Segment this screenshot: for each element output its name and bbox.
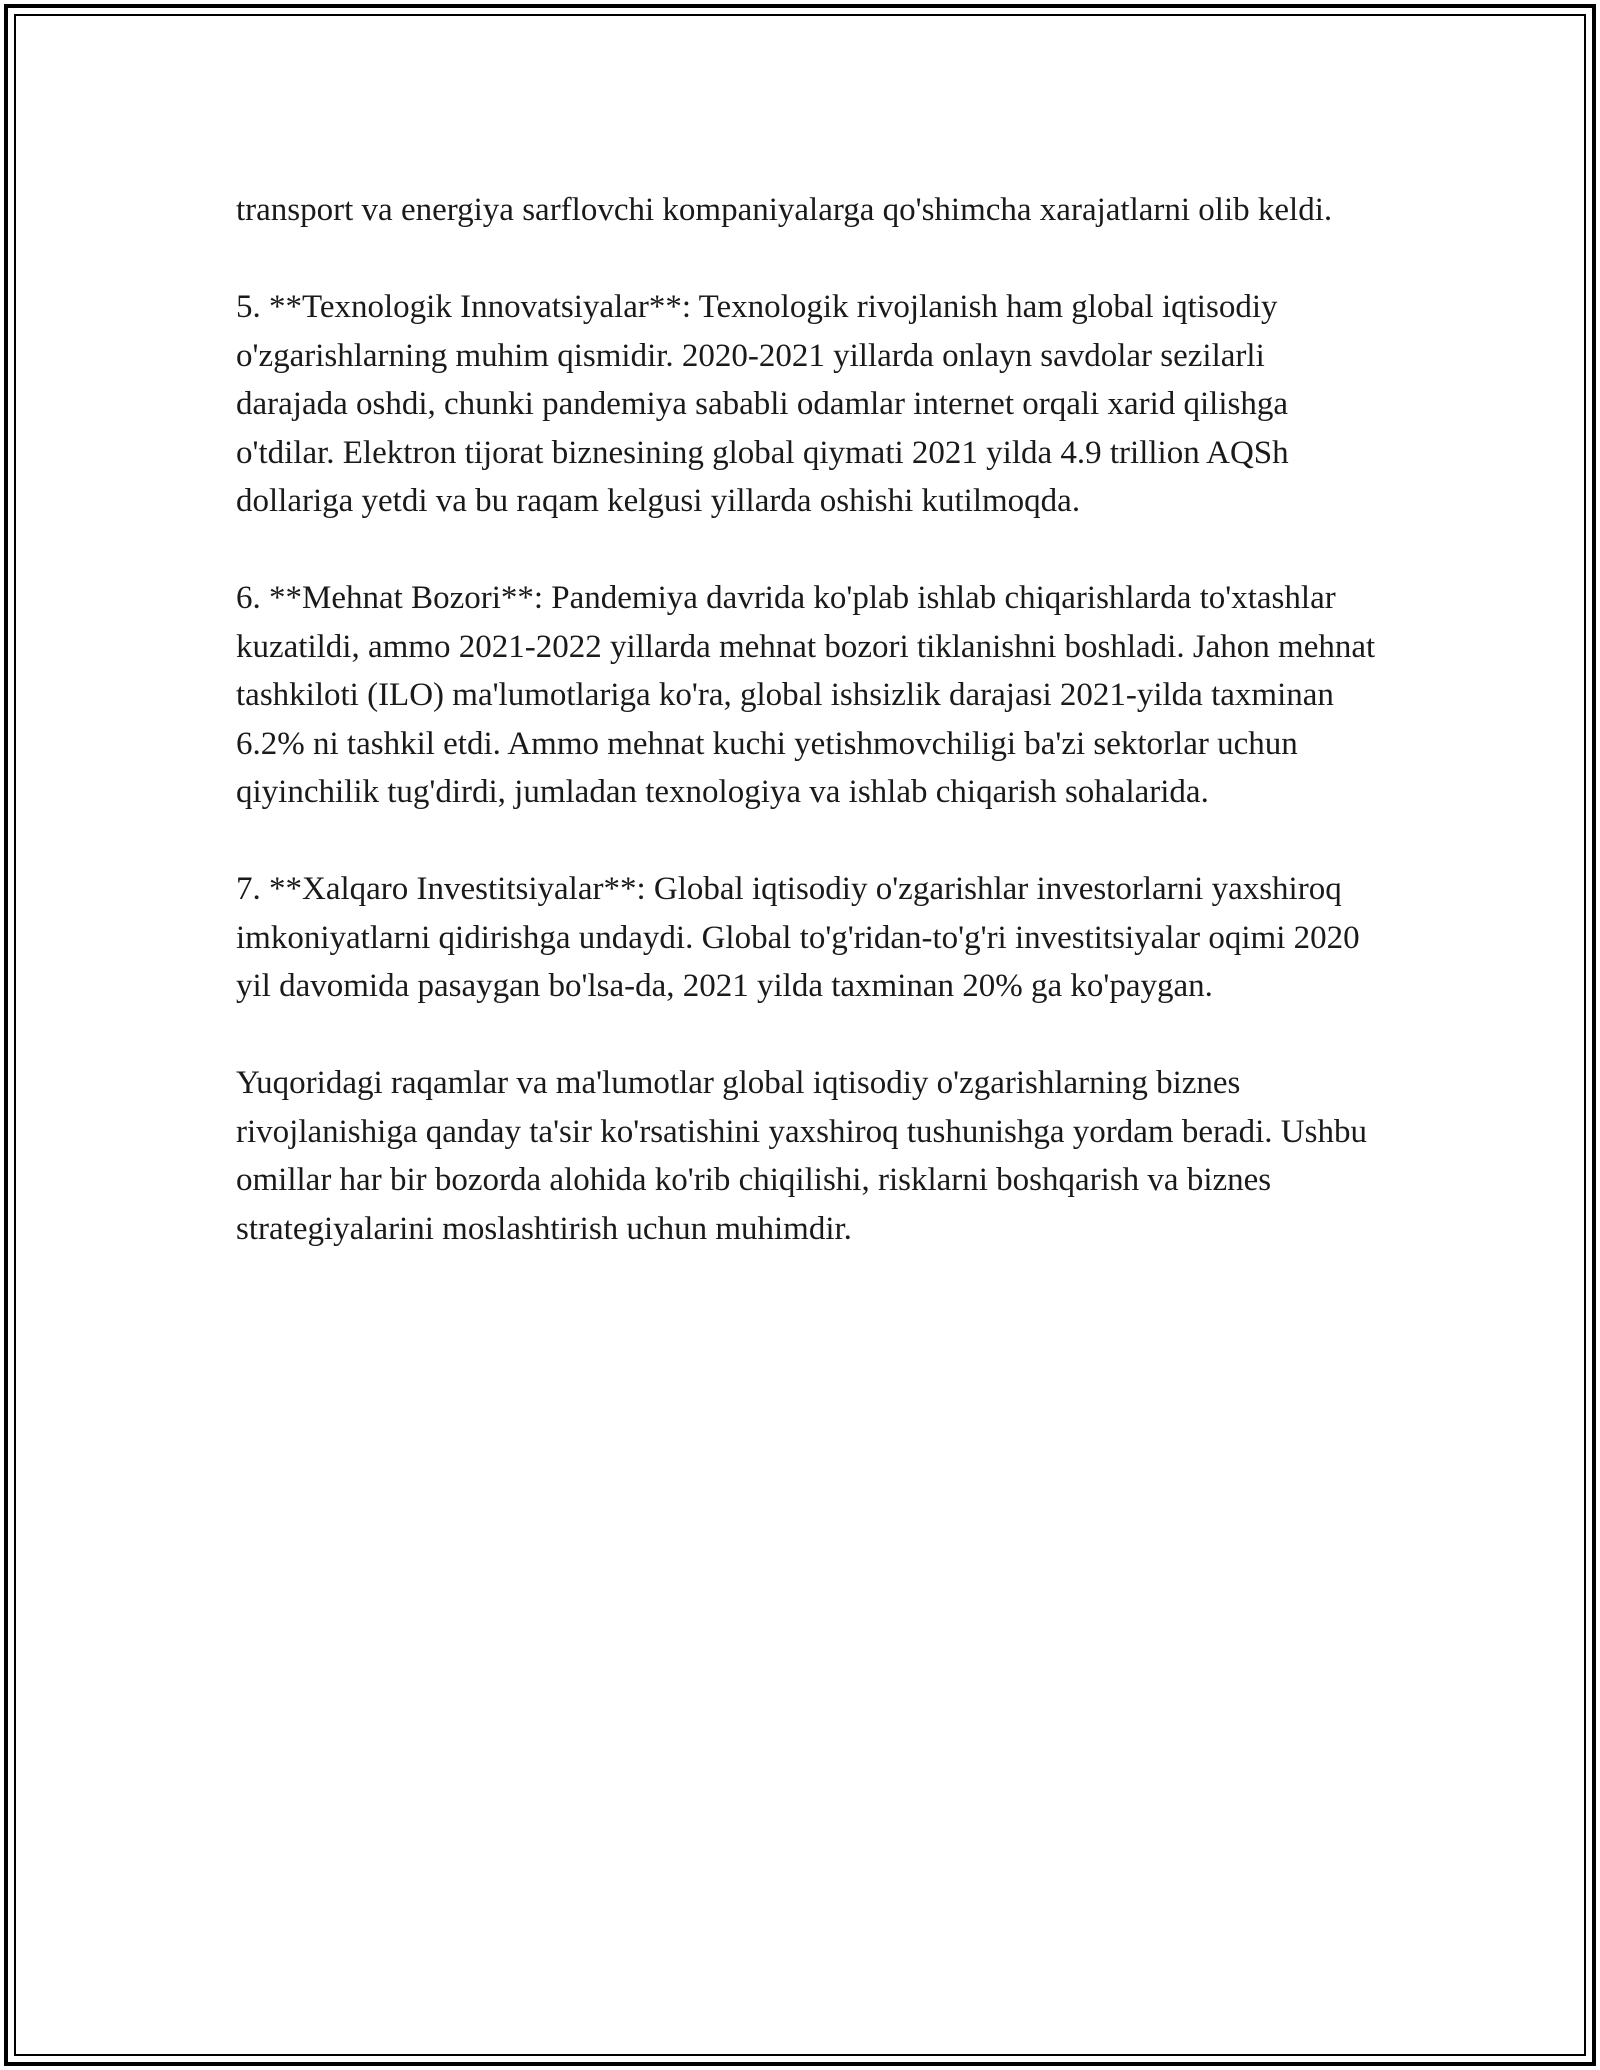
paragraph-labor-market: 6. **Mehnat Bozori**: Pandemiya davrida ko'plab ishlab chiqarishlarda to'xtashlar kuzatildi, ammo 2021-2022 yillarda mehnat bozori tiklanishni boshladi. Jahon mehnat tashkiloti (ILO) ma'lumotlariga ko'ra, global ishsizlik darajasi 2021-yilda taxminan 6.2% ni tashkil etdi. Ammo mehnat kuchi yetishmovchiligi ba'zi sektorlar uchun qiyinchilik tug'dirdi, jumladan texnologiya va ishlab chiqarish sohalarida. (236, 580, 1376, 810)
document-body (236, 186, 1376, 1302)
paragraph-technological-innovations: 5. **Texnologik Innovatsiyalar**: Texnologik rivojlanish ham global iqtisodiy o'zgarishlarning muhim qismidir. 2020-2021 yillarda onlayn savdolar sezilarli darajada oshdi, chunki pandemiya sababli odamlar internet orqali xarid qilishga o'tdilar. Elektron tijorat biznesining global qiymati 2021 yilda 4.9 trillion AQSh dollariga yetdi va bu raqam kelgusi yillarda oshishi kutilmoqda. (236, 289, 1289, 519)
paragraph-conclusion: Yuqoridagi raqamlar va ma'lumotlar global iqtisodiy o'zgarishlarning biznes rivojlanishiga qanday ta'sir ko'rsatishini yaxshiroq tushunishga yordam beradi. Ushbu omillar har bir bozorda alohida ko'rib chiqilishi, risklarni boshqarish va biznes strategiyalarini moslashtirish uchun muhimdir. (236, 1065, 1367, 1247)
paragraph-transport-continuation: transport va energiya sarflovchi kompaniyalarga qo'shimcha xarajatlarni olib keldi. (236, 192, 1333, 228)
paragraph-international-investments: 7. **Xalqaro Investitsiyalar**: Global iqtisodiy o'zgarishlar investorlarni yaxshiroq imkoniyatlarni qidirishga undaydi. Global to'g'ridan-to'g'ri investitsiyalar oqimi 2020 yil davomida pasaygan bo'lsa-da, 2021 yilda taxminan 20% ga ko'paygan. (236, 871, 1360, 1004)
